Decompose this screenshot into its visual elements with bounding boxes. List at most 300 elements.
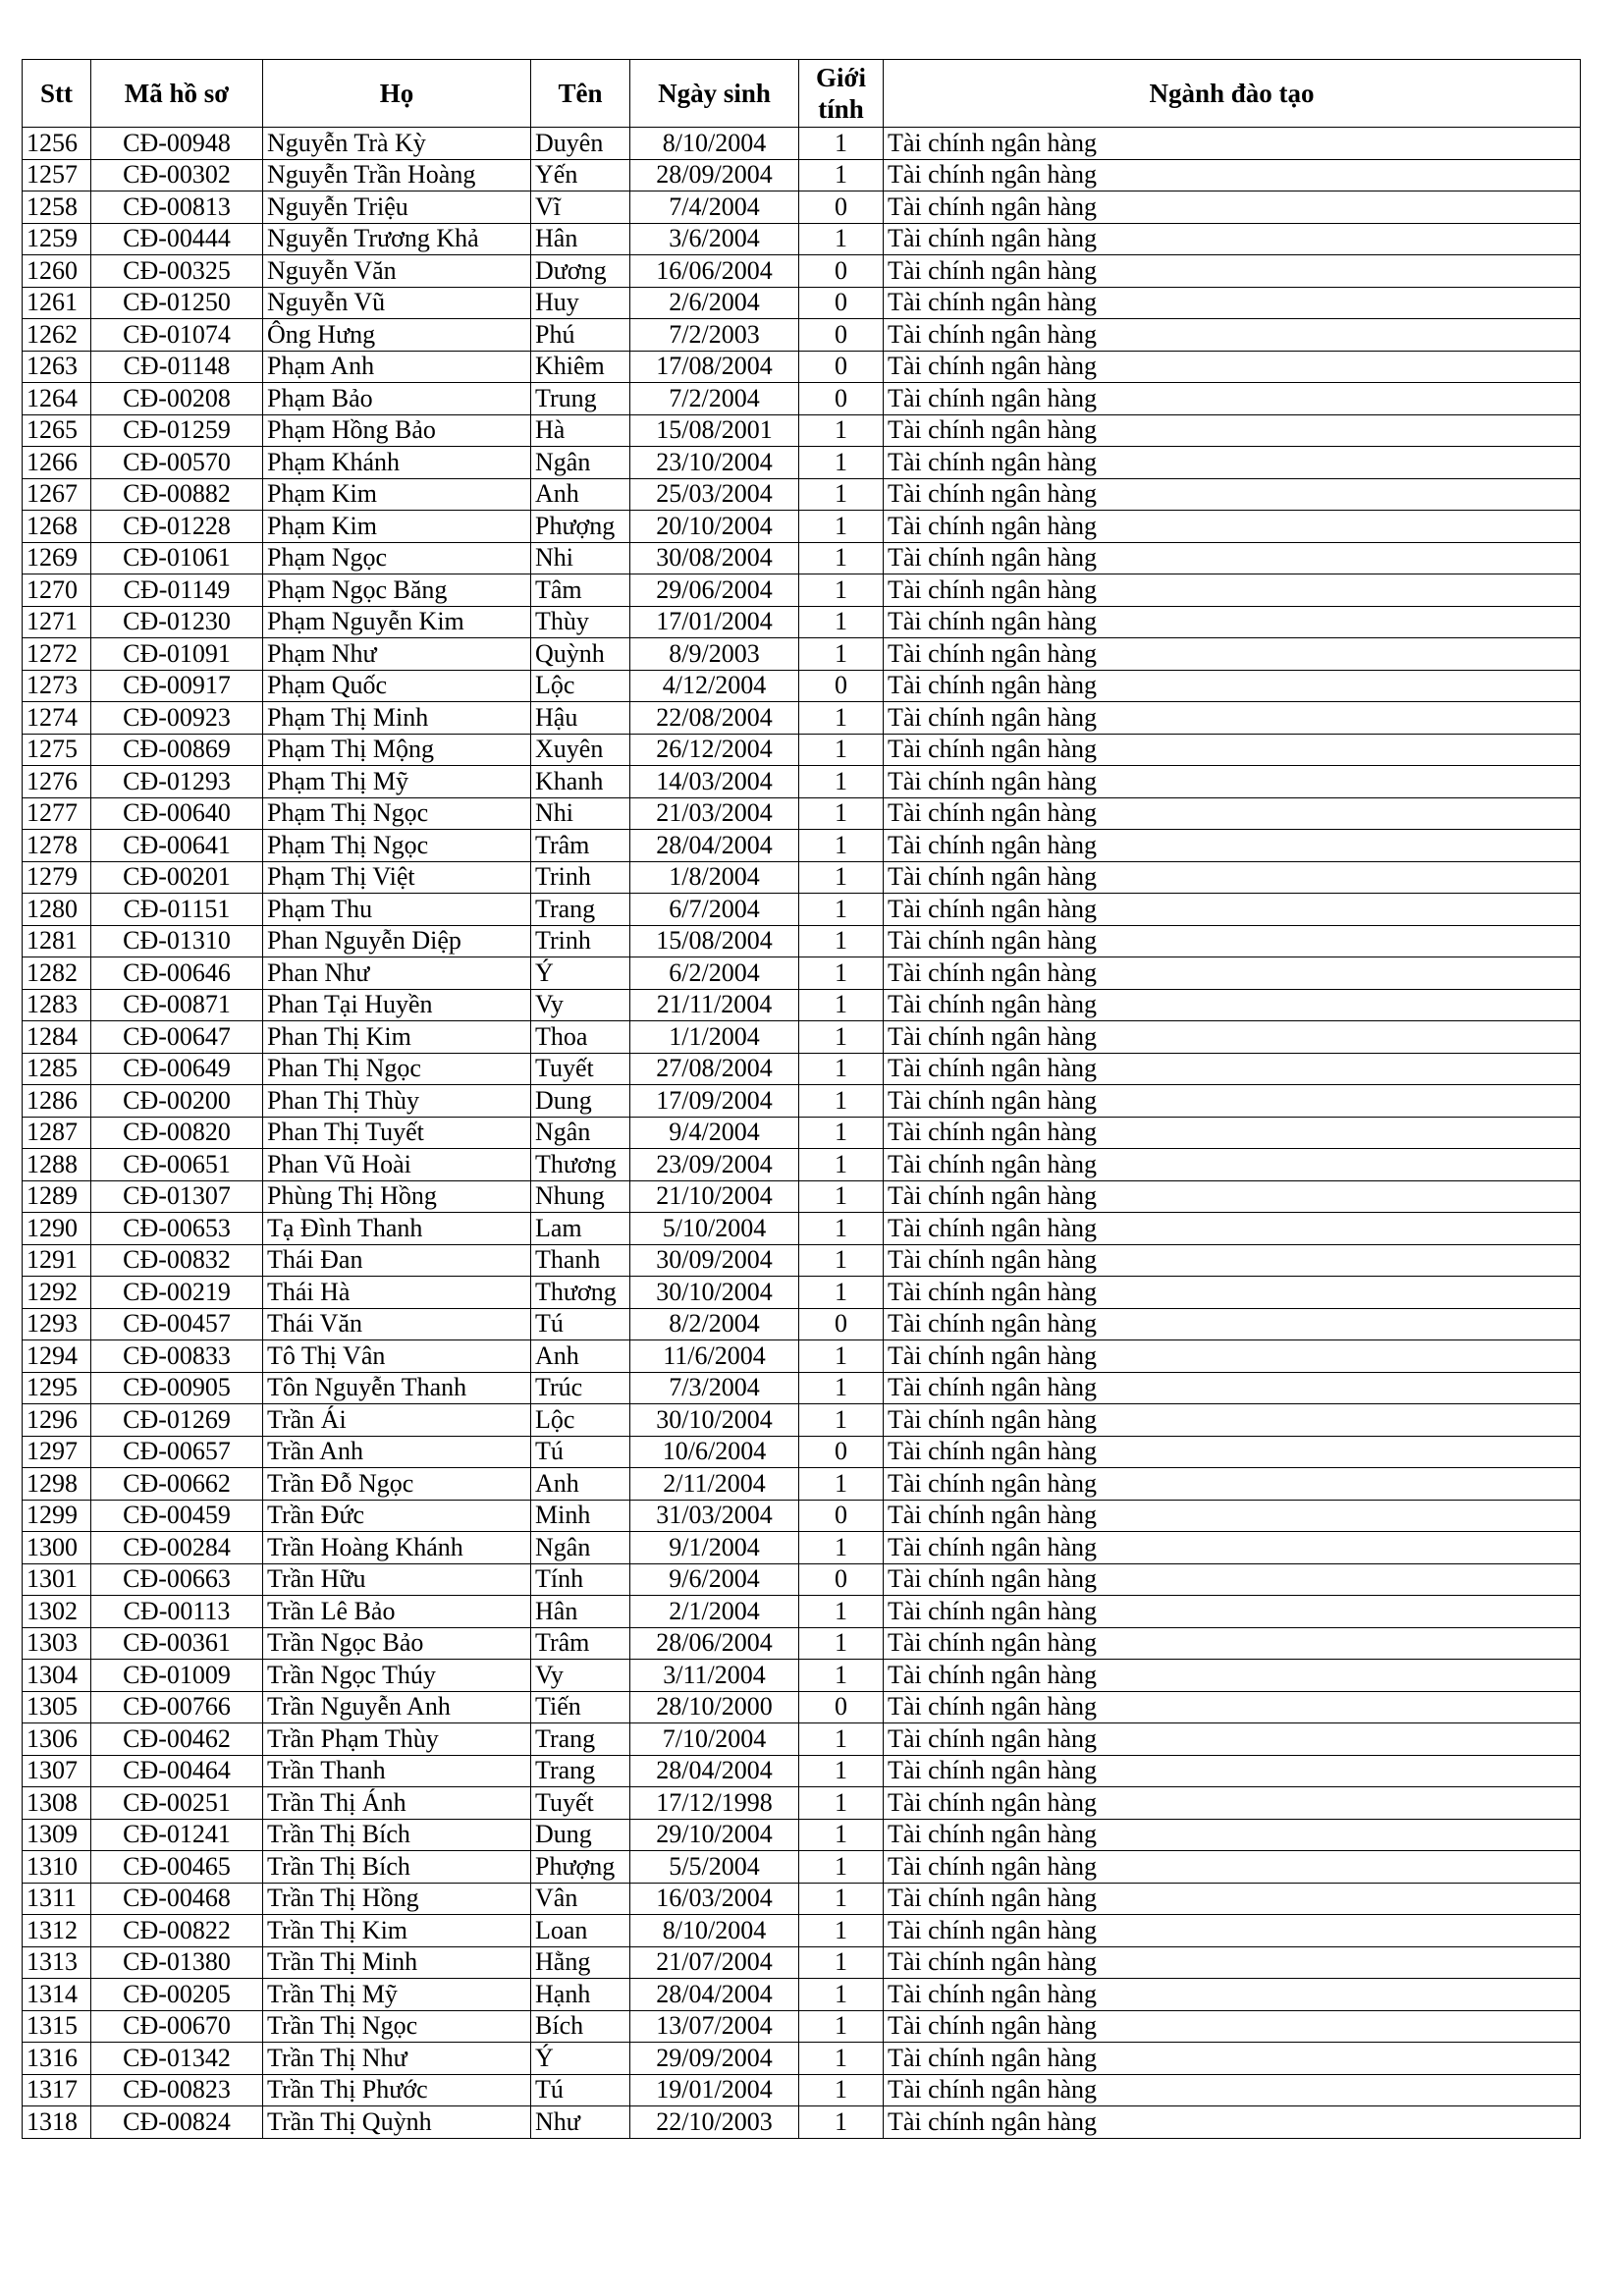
cell-stt: 1278 [23,830,91,862]
cell-ho: Nguyễn Trương Khả [263,223,531,255]
cell-ho: Trần Thị Mỹ [263,1979,531,2011]
cell-ma-ho-so: CĐ-01380 [91,1946,263,1979]
cell-ten: Anh [531,478,630,511]
cell-nganh-dao-tao: Tài chính ngân hàng [884,447,1581,479]
cell-ho: Phạm Thị Việt [263,861,531,894]
cell-ho: Phan Như [263,957,531,990]
cell-stt: 1261 [23,287,91,319]
cell-ho: Tô Thị Vân [263,1340,531,1373]
cell-nganh-dao-tao: Tài chính ngân hàng [884,287,1581,319]
cell-stt: 1298 [23,1468,91,1501]
cell-ten: Phượng [531,1851,630,1884]
cell-nganh-dao-tao: Tài chính ngân hàng [884,797,1581,830]
student-list-table [22,59,1581,2139]
cell-ma-ho-so: CĐ-00824 [91,2106,263,2139]
cell-ho: Trần Thanh [263,1755,531,1787]
cell-gioi-tinh: 1 [799,1915,884,1947]
cell-stt: 1284 [23,1021,91,1054]
cell-ten: Tuyết [531,1787,630,1820]
cell-ngay-sinh: 21/10/2004 [630,1180,799,1213]
cell-ho: Trần Thị Phước [263,2074,531,2106]
cell-ho: Trần Ngọc Thúy [263,1660,531,1692]
cell-ma-ho-so: CĐ-00468 [91,1883,263,1915]
table-row [23,1946,1581,1979]
cell-ngay-sinh: 11/6/2004 [630,1340,799,1373]
cell-ngay-sinh: 31/03/2004 [630,1500,799,1532]
cell-stt: 1315 [23,2010,91,2043]
cell-ma-ho-so: CĐ-00251 [91,1787,263,1820]
cell-stt: 1311 [23,1883,91,1915]
cell-nganh-dao-tao: Tài chính ngân hàng [884,2106,1581,2139]
cell-ma-ho-so: CĐ-01259 [91,414,263,447]
cell-ngay-sinh: 2/1/2004 [630,1596,799,1628]
table-row [23,1277,1581,1309]
cell-gioi-tinh: 1 [799,830,884,862]
cell-ma-ho-so: CĐ-00219 [91,1277,263,1309]
cell-ho: Thái Hà [263,1277,531,1309]
cell-ngay-sinh: 7/10/2004 [630,1723,799,1756]
cell-gioi-tinh: 1 [799,1213,884,1245]
cell-stt: 1310 [23,1851,91,1884]
cell-nganh-dao-tao: Tài chính ngân hàng [884,1277,1581,1309]
cell-ngay-sinh: 16/03/2004 [630,1883,799,1915]
cell-gioi-tinh: 0 [799,1308,884,1340]
cell-ngay-sinh: 3/6/2004 [630,223,799,255]
cell-ho: Phạm Anh [263,351,531,383]
cell-gioi-tinh: 0 [799,1500,884,1532]
cell-ho: Phan Thị Thùy [263,1085,531,1118]
table-row [23,2074,1581,2106]
cell-gioi-tinh: 1 [799,766,884,798]
cell-ngay-sinh: 26/12/2004 [630,734,799,766]
cell-ma-ho-so: CĐ-01241 [91,1819,263,1851]
cell-nganh-dao-tao: Tài chính ngân hàng [884,1851,1581,1884]
cell-nganh-dao-tao: Tài chính ngân hàng [884,1308,1581,1340]
cell-ma-ho-so: CĐ-00208 [91,383,263,415]
cell-ten: Trinh [531,861,630,894]
cell-nganh-dao-tao: Tài chính ngân hàng [884,511,1581,543]
cell-ngay-sinh: 28/10/2000 [630,1691,799,1723]
cell-ngay-sinh: 8/10/2004 [630,128,799,160]
cell-ten: Tính [531,1563,630,1596]
cell-ho: Thái Văn [263,1308,531,1340]
cell-ho: Nguyễn Trà Kỳ [263,128,531,160]
cell-nganh-dao-tao: Tài chính ngân hàng [884,861,1581,894]
cell-stt: 1272 [23,638,91,671]
cell-stt: 1269 [23,542,91,574]
cell-ma-ho-so: CĐ-00113 [91,1596,263,1628]
cell-gioi-tinh: 1 [799,1053,884,1085]
cell-nganh-dao-tao: Tài chính ngân hàng [884,255,1581,288]
cell-ma-ho-so: CĐ-01269 [91,1404,263,1437]
cell-ten: Quỳnh [531,638,630,671]
cell-ngay-sinh: 30/08/2004 [630,542,799,574]
cell-nganh-dao-tao: Tài chính ngân hàng [884,574,1581,607]
cell-ten: Hạnh [531,1979,630,2011]
cell-nganh-dao-tao: Tài chính ngân hàng [884,1372,1581,1404]
cell-stt: 1276 [23,766,91,798]
cell-ten: Bích [531,2010,630,2043]
cell-ten: Thanh [531,1244,630,1277]
cell-ma-ho-so: CĐ-01230 [91,606,263,638]
cell-stt: 1265 [23,414,91,447]
cell-ten: Nhi [531,797,630,830]
header-ten: Tên [531,60,630,128]
cell-ngay-sinh: 30/09/2004 [630,1244,799,1277]
cell-ten: Hà [531,414,630,447]
cell-gioi-tinh: 1 [799,734,884,766]
cell-gioi-tinh: 1 [799,1883,884,1915]
cell-gioi-tinh: 1 [799,2010,884,2043]
cell-ma-ho-so: CĐ-00444 [91,223,263,255]
cell-ma-ho-so: CĐ-00205 [91,1979,263,2011]
cell-nganh-dao-tao: Tài chính ngân hàng [884,414,1581,447]
cell-stt: 1258 [23,191,91,224]
cell-gioi-tinh: 1 [799,223,884,255]
cell-ten: Thoa [531,1021,630,1054]
cell-ngay-sinh: 23/09/2004 [630,1149,799,1181]
cell-ngay-sinh: 10/6/2004 [630,1436,799,1468]
cell-ho: Phạm Thị Mộng [263,734,531,766]
cell-nganh-dao-tao: Tài chính ngân hàng [884,1117,1581,1149]
cell-ngay-sinh: 19/01/2004 [630,2074,799,2106]
cell-ngay-sinh: 16/06/2004 [630,255,799,288]
cell-ma-ho-so: CĐ-00361 [91,1627,263,1660]
cell-gioi-tinh: 1 [799,511,884,543]
cell-ho: Phan Thị Tuyết [263,1117,531,1149]
cell-stt: 1274 [23,702,91,735]
cell-ngay-sinh: 15/08/2004 [630,925,799,957]
cell-ten: Hậu [531,702,630,735]
cell-gioi-tinh: 1 [799,1851,884,1884]
cell-gioi-tinh: 1 [799,1787,884,1820]
cell-stt: 1279 [23,861,91,894]
cell-ten: Anh [531,1468,630,1501]
cell-ma-ho-so: CĐ-00459 [91,1500,263,1532]
cell-ten: Trúc [531,1372,630,1404]
cell-ma-ho-so: CĐ-00662 [91,1468,263,1501]
cell-ngay-sinh: 8/10/2004 [630,1915,799,1947]
cell-gioi-tinh: 1 [799,1404,884,1437]
cell-gioi-tinh: 1 [799,1149,884,1181]
cell-gioi-tinh: 1 [799,606,884,638]
cell-ho: Phạm Ngọc [263,542,531,574]
cell-gioi-tinh: 1 [799,1117,884,1149]
cell-ngay-sinh: 28/06/2004 [630,1627,799,1660]
cell-ngay-sinh: 6/7/2004 [630,894,799,926]
cell-stt: 1294 [23,1340,91,1373]
cell-nganh-dao-tao: Tài chính ngân hàng [884,1627,1581,1660]
cell-gioi-tinh: 1 [799,989,884,1021]
cell-ten: Dung [531,1085,630,1118]
table-row [23,542,1581,574]
cell-ma-ho-so: CĐ-01250 [91,287,263,319]
cell-stt: 1263 [23,351,91,383]
table-row [23,1244,1581,1277]
cell-ho: Phạm Thị Mỹ [263,766,531,798]
cell-ngay-sinh: 9/6/2004 [630,1563,799,1596]
cell-stt: 1262 [23,319,91,352]
cell-gioi-tinh: 1 [799,925,884,957]
cell-ten: Trang [531,894,630,926]
table-row [23,1308,1581,1340]
cell-ho: Trần Lê Bảo [263,1596,531,1628]
cell-stt: 1291 [23,1244,91,1277]
cell-ma-ho-so: CĐ-01342 [91,2043,263,2075]
cell-stt: 1280 [23,894,91,926]
cell-ma-ho-so: CĐ-00653 [91,1213,263,1245]
cell-stt: 1305 [23,1691,91,1723]
cell-ma-ho-so: CĐ-00457 [91,1308,263,1340]
table-row [23,1372,1581,1404]
cell-ho: Phạm Kim [263,511,531,543]
cell-gioi-tinh: 0 [799,287,884,319]
cell-stt: 1304 [23,1660,91,1692]
cell-ho: Trần Hoàng Khánh [263,1532,531,1564]
cell-ngay-sinh: 28/04/2004 [630,1755,799,1787]
cell-ngay-sinh: 4/12/2004 [630,670,799,702]
cell-ngay-sinh: 5/10/2004 [630,1213,799,1245]
cell-gioi-tinh: 1 [799,2106,884,2139]
cell-ho: Phạm Hồng Bảo [263,414,531,447]
table-row [23,1213,1581,1245]
cell-nganh-dao-tao: Tài chính ngân hàng [884,1819,1581,1851]
table-row [23,1723,1581,1756]
cell-ho: Phan Tại Huyền [263,989,531,1021]
header-ngay-sinh: Ngày sinh [630,60,799,128]
cell-nganh-dao-tao: Tài chính ngân hàng [884,319,1581,352]
cell-ma-ho-so: CĐ-00641 [91,830,263,862]
cell-nganh-dao-tao: Tài chính ngân hàng [884,1660,1581,1692]
cell-ngay-sinh: 15/08/2001 [630,414,799,447]
cell-gioi-tinh: 1 [799,1819,884,1851]
cell-stt: 1306 [23,1723,91,1756]
cell-ma-ho-so: CĐ-00570 [91,447,263,479]
cell-ma-ho-so: CĐ-00462 [91,1723,263,1756]
cell-ma-ho-so: CĐ-00917 [91,670,263,702]
cell-ngay-sinh: 21/03/2004 [630,797,799,830]
table-row [23,1787,1581,1820]
table-row [23,1755,1581,1787]
cell-ngay-sinh: 9/1/2004 [630,1532,799,1564]
cell-stt: 1282 [23,957,91,990]
cell-nganh-dao-tao: Tài chính ngân hàng [884,1596,1581,1628]
table-row [23,1532,1581,1564]
cell-stt: 1259 [23,223,91,255]
cell-nganh-dao-tao: Tài chính ngân hàng [884,766,1581,798]
cell-ma-ho-so: CĐ-00813 [91,191,263,224]
cell-ho: Phạm Như [263,638,531,671]
cell-nganh-dao-tao: Tài chính ngân hàng [884,1979,1581,2011]
table-row [23,255,1581,288]
table-row [23,1180,1581,1213]
cell-ma-ho-so: CĐ-00646 [91,957,263,990]
cell-ma-ho-so: CĐ-00200 [91,1085,263,1118]
cell-stt: 1277 [23,797,91,830]
cell-ngay-sinh: 13/07/2004 [630,2010,799,2043]
cell-nganh-dao-tao: Tài chính ngân hàng [884,1755,1581,1787]
cell-ma-ho-so: CĐ-00465 [91,1851,263,1884]
cell-ngay-sinh: 28/04/2004 [630,1979,799,2011]
cell-ho: Nguyễn Triệu [263,191,531,224]
cell-ho: Trần Ái [263,1404,531,1437]
table-row [23,734,1581,766]
cell-nganh-dao-tao: Tài chính ngân hàng [884,606,1581,638]
cell-ma-ho-so: CĐ-00670 [91,2010,263,2043]
cell-ngay-sinh: 1/8/2004 [630,861,799,894]
cell-ho: Trần Anh [263,1436,531,1468]
cell-gioi-tinh: 0 [799,351,884,383]
cell-stt: 1281 [23,925,91,957]
cell-gioi-tinh: 0 [799,191,884,224]
cell-gioi-tinh: 1 [799,1755,884,1787]
cell-nganh-dao-tao: Tài chính ngân hàng [884,1085,1581,1118]
cell-nganh-dao-tao: Tài chính ngân hàng [884,830,1581,862]
cell-gioi-tinh: 0 [799,1691,884,1723]
cell-ho: Trần Đức [263,1500,531,1532]
cell-ho: Trần Thị Bích [263,1851,531,1884]
cell-ten: Loan [531,1915,630,1947]
cell-stt: 1295 [23,1372,91,1404]
cell-ngay-sinh: 7/3/2004 [630,1372,799,1404]
cell-ma-ho-so: CĐ-01293 [91,766,263,798]
cell-ngay-sinh: 29/09/2004 [630,2043,799,2075]
cell-ho: Tạ Đình Thanh [263,1213,531,1245]
cell-gioi-tinh: 1 [799,957,884,990]
cell-ho: Phạm Thu [263,894,531,926]
cell-ho: Phạm Thị Ngọc [263,797,531,830]
cell-gioi-tinh: 1 [799,128,884,160]
cell-ma-ho-so: CĐ-01149 [91,574,263,607]
cell-gioi-tinh: 1 [799,702,884,735]
cell-ma-ho-so: CĐ-00871 [91,989,263,1021]
table-row [23,1340,1581,1373]
cell-ten: Hân [531,1596,630,1628]
table-row [23,861,1581,894]
table-row [23,1691,1581,1723]
cell-stt: 1270 [23,574,91,607]
cell-gioi-tinh: 1 [799,1468,884,1501]
cell-gioi-tinh: 1 [799,1340,884,1373]
table-row [23,1021,1581,1054]
cell-ngay-sinh: 3/11/2004 [630,1660,799,1692]
cell-stt: 1267 [23,478,91,511]
cell-nganh-dao-tao: Tài chính ngân hàng [884,702,1581,735]
cell-ngay-sinh: 30/10/2004 [630,1404,799,1437]
cell-ten: Trang [531,1723,630,1756]
cell-ten: Lộc [531,670,630,702]
cell-ma-ho-so: CĐ-01091 [91,638,263,671]
cell-stt: 1299 [23,1500,91,1532]
cell-ngay-sinh: 7/2/2004 [630,383,799,415]
table-row [23,702,1581,735]
cell-ho: Trần Thị Minh [263,1946,531,1979]
cell-ho: Phạm Nguyễn Kim [263,606,531,638]
cell-ngay-sinh: 9/4/2004 [630,1117,799,1149]
cell-nganh-dao-tao: Tài chính ngân hàng [884,1500,1581,1532]
cell-ten: Tú [531,2074,630,2106]
cell-gioi-tinh: 1 [799,1372,884,1404]
cell-stt: 1312 [23,1915,91,1947]
cell-ho: Trần Thị Như [263,2043,531,2075]
cell-ten: Vân [531,1883,630,1915]
cell-gioi-tinh: 1 [799,1244,884,1277]
cell-gioi-tinh: 1 [799,1660,884,1692]
cell-ngay-sinh: 28/04/2004 [630,830,799,862]
cell-ho: Phan Nguyễn Diệp [263,925,531,957]
cell-stt: 1285 [23,1053,91,1085]
cell-ma-ho-so: CĐ-00882 [91,478,263,511]
cell-nganh-dao-tao: Tài chính ngân hàng [884,925,1581,957]
table-row [23,1149,1581,1181]
cell-ten: Thương [531,1149,630,1181]
table-row [23,159,1581,191]
cell-nganh-dao-tao: Tài chính ngân hàng [884,2074,1581,2106]
cell-ngay-sinh: 22/10/2003 [630,2106,799,2139]
table-row [23,223,1581,255]
cell-nganh-dao-tao: Tài chính ngân hàng [884,670,1581,702]
cell-gioi-tinh: 1 [799,1627,884,1660]
cell-ten: Trinh [531,925,630,957]
cell-ten: Duyên [531,128,630,160]
cell-ngay-sinh: 17/08/2004 [630,351,799,383]
cell-ma-ho-so: CĐ-00869 [91,734,263,766]
cell-gioi-tinh: 1 [799,894,884,926]
cell-ten: Nhi [531,542,630,574]
table-row [23,1436,1581,1468]
cell-ten: Tú [531,1436,630,1468]
header-row [23,60,1581,128]
cell-ngay-sinh: 7/2/2003 [630,319,799,352]
cell-nganh-dao-tao: Tài chính ngân hàng [884,223,1581,255]
cell-ho: Phạm Ngọc Băng [263,574,531,607]
table-row [23,351,1581,383]
cell-gioi-tinh: 0 [799,319,884,352]
cell-nganh-dao-tao: Tài chính ngân hàng [884,128,1581,160]
cell-ten: Huy [531,287,630,319]
cell-ngay-sinh: 17/12/1998 [630,1787,799,1820]
cell-stt: 1257 [23,159,91,191]
table-row [23,1563,1581,1596]
cell-ma-ho-so: CĐ-00833 [91,1340,263,1373]
table-row [23,2043,1581,2075]
cell-ho: Phạm Thị Ngọc [263,830,531,862]
cell-ho: Trần Thị Hồng [263,1883,531,1915]
cell-ten: Vĩ [531,191,630,224]
table-row [23,319,1581,352]
table-row [23,797,1581,830]
cell-ho: Trần Đỗ Ngọc [263,1468,531,1501]
cell-ma-ho-so: CĐ-00923 [91,702,263,735]
table-row [23,383,1581,415]
cell-stt: 1293 [23,1308,91,1340]
cell-ten: Minh [531,1500,630,1532]
table-row [23,1596,1581,1628]
cell-ngay-sinh: 14/03/2004 [630,766,799,798]
cell-ten: Vy [531,989,630,1021]
cell-gioi-tinh: 1 [799,1277,884,1309]
cell-stt: 1301 [23,1563,91,1596]
cell-nganh-dao-tao: Tài chính ngân hàng [884,989,1581,1021]
cell-ho: Trần Hữu [263,1563,531,1596]
cell-ho: Phạm Thị Minh [263,702,531,735]
cell-ten: Nhung [531,1180,630,1213]
cell-ho: Phan Vũ Hoài [263,1149,531,1181]
cell-stt: 1307 [23,1755,91,1787]
cell-ngay-sinh: 27/08/2004 [630,1053,799,1085]
cell-gioi-tinh: 1 [799,574,884,607]
cell-ho: Trần Phạm Thùy [263,1723,531,1756]
